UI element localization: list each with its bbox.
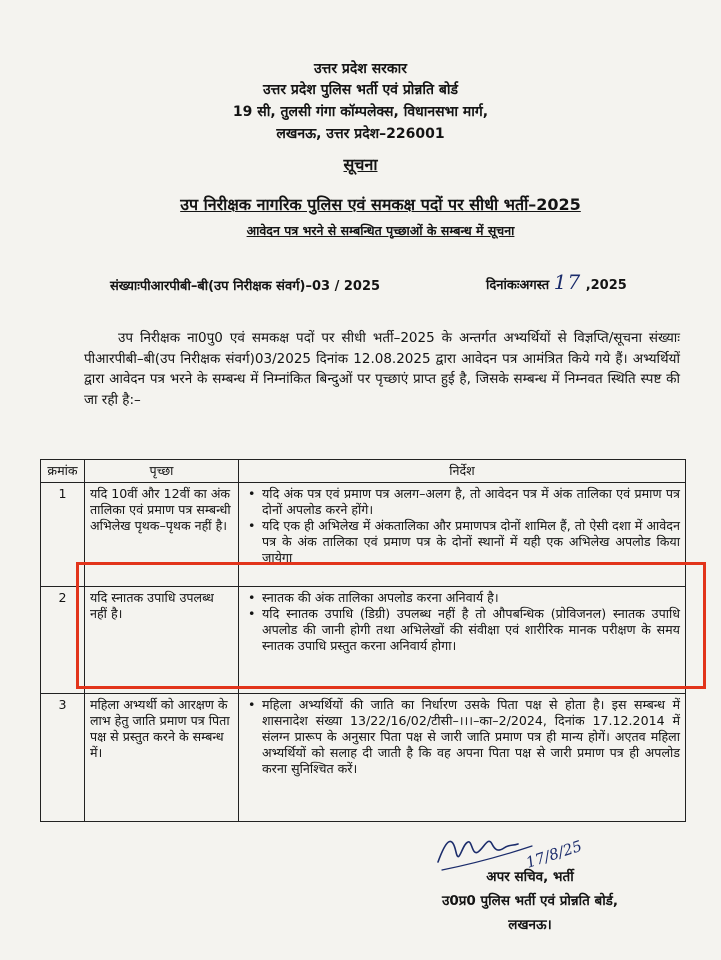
instruction-item: • यदि अंक पत्र एवं प्रमाण पत्र अलग–अलग है, तो आवेदन पत्र में अंक तालिका एवं प्रमाण पत्र दोनों अपलोड करने होंगे। — [244, 486, 680, 518]
row-query: महिला अभ्यर्थी को आरक्षण के लाभ हेतु जाति प्रमाण पत्र पिता पक्ष से प्रस्तुत करने के सम्बन्ध में। — [85, 694, 239, 822]
notice-subheading: आवेदन पत्र भरने से सम्बन्धित पृच्छाओं के सम्बन्ध में सूचना — [246, 223, 515, 238]
header-instructions: निर्देश — [239, 460, 686, 483]
intro-paragraph — [84, 328, 680, 410]
date-handwritten: 17 — [553, 270, 582, 294]
instruction-item: • महिला अभ्यर्थियों की जाति का निर्धारण उसके पिता पक्ष से होता है। इस सम्बन्ध में शासनादेश संख्या 13/22/16/02/टीसी–।।।–का–2/2024, दिनांक 17.12.2014 में संलग्न प्रारूप के अनुसार पिता पक्ष से जारी जाति प्रमाण पत्र ही मान्य होगें। अएतव महिला अभ्यर्थियों को सलाह दी जाती है कि वह अपना पिता पक्ष से जारी प्रमाण पत्र ही अपलोड करना सुनिश्चित करें। — [244, 697, 680, 777]
intro-text: उप निरीक्षक ना0पु0 एवं समकक्ष पदों पर सीधी भर्ती–2025 के अन्तर्गत अभ्यर्थियों से विज्ञप्ति/सूचना संख्याः पीआरपीबी–बी(उप निरीक्षक संवर्ग)03/2025 दिनांक 12.08.2025 द्वारा आवेदन पत्र आमंत्रित किये गये हैं। अभ्यर्थियों द्वारा आवेदन पत्र भरने के सम्बन्ध में निम्नांकित बिन्दुओं पर पृच्छाएं प्राप्त हुई है, जिसके सम्बन्ध में निम्नवत स्थिति स्पष्ट की जा रही है:– — [84, 330, 680, 408]
table-row — [41, 694, 686, 822]
header-govt: उत्तर प्रदेश सरकार — [313, 61, 408, 77]
row-query: यदि 10वीं और 12वीं का अंक तालिका एवं प्रमाण पत्र सम्बन्धी अभिलेख पृथक–पृथक नहीं है। — [85, 483, 239, 587]
header-query: पृच्छा — [85, 460, 239, 483]
row-number: 3 — [41, 694, 85, 822]
date-prefix: दिनांकःअगस्त — [486, 278, 550, 293]
row-number: 1 — [41, 483, 85, 587]
row-instructions — [239, 694, 686, 822]
instruction-item: • यदि स्नातक उपाधि (डिग्री) उपलब्ध नहीं है तो औपबन्धिक (प्रोविजनल) स्नातक उपाधि अपलोड की जानी होगी तथा अभिलेखों की संवीक्षा एवं शारीरिक मानक परीक्षण के समय स्नातक उपाधि प्रस्तुत करना अनिवार्य होगा। — [244, 606, 680, 654]
table-header-row — [41, 460, 686, 483]
header-address: 19 सी, तुलसी गंगा कॉम्पलेक्स, विधानसभा मार्ग, — [232, 104, 489, 120]
signatory-city: लखनऊ। — [508, 917, 552, 933]
signature-date: 17/8/25 — [523, 836, 585, 872]
notice-title: सूचना — [343, 155, 378, 174]
instruction-item: • स्नातक की अंक तालिका अपलोड करना अनिवार्य है। — [244, 590, 680, 606]
row-query: यदि स्नातक उपाधि उपलब्ध नहीं है। — [85, 587, 239, 694]
instruction-item: • यदि एक ही अभिलेख में अंकतालिका और प्रमाणपत्र दोनों शामिल हैं, तो ऐसी दशा में आवेदन पत्र के अंक तालिका एवं प्रमाण पत्र के दोनों स्थानों में यही एक अभिलेख अपलोड किया जायेगा — [244, 518, 680, 566]
reference-date — [486, 270, 627, 294]
header-city: लखनऊ, उत्तर प्रदेश–226001 — [276, 126, 445, 142]
reference-number: संख्याःपीआरपीबी–बी(उप निरीक्षक संवर्ग)–03 / 2025 — [110, 279, 381, 294]
header-board: उत्तर प्रदेश पुलिस भर्ती एवं प्रोन्नति बोर्ड — [262, 82, 459, 98]
row-number: 2 — [41, 587, 85, 694]
notice-subject: उप निरीक्षक नागरिक पुलिस एवं समकक्ष पदों पर सीधी भर्ती–2025 — [180, 195, 581, 214]
signatory-board: उ0प्र0 पुलिस भर्ती एवं प्रोन्नति बोर्ड, — [441, 893, 619, 909]
signatory-designation: अपर सचिव, भर्ती — [486, 869, 574, 885]
header-serial: क्रमांक — [41, 460, 85, 483]
date-suffix: ,2025 — [585, 278, 627, 293]
signature-block — [380, 865, 680, 937]
highlight-box — [76, 562, 706, 689]
